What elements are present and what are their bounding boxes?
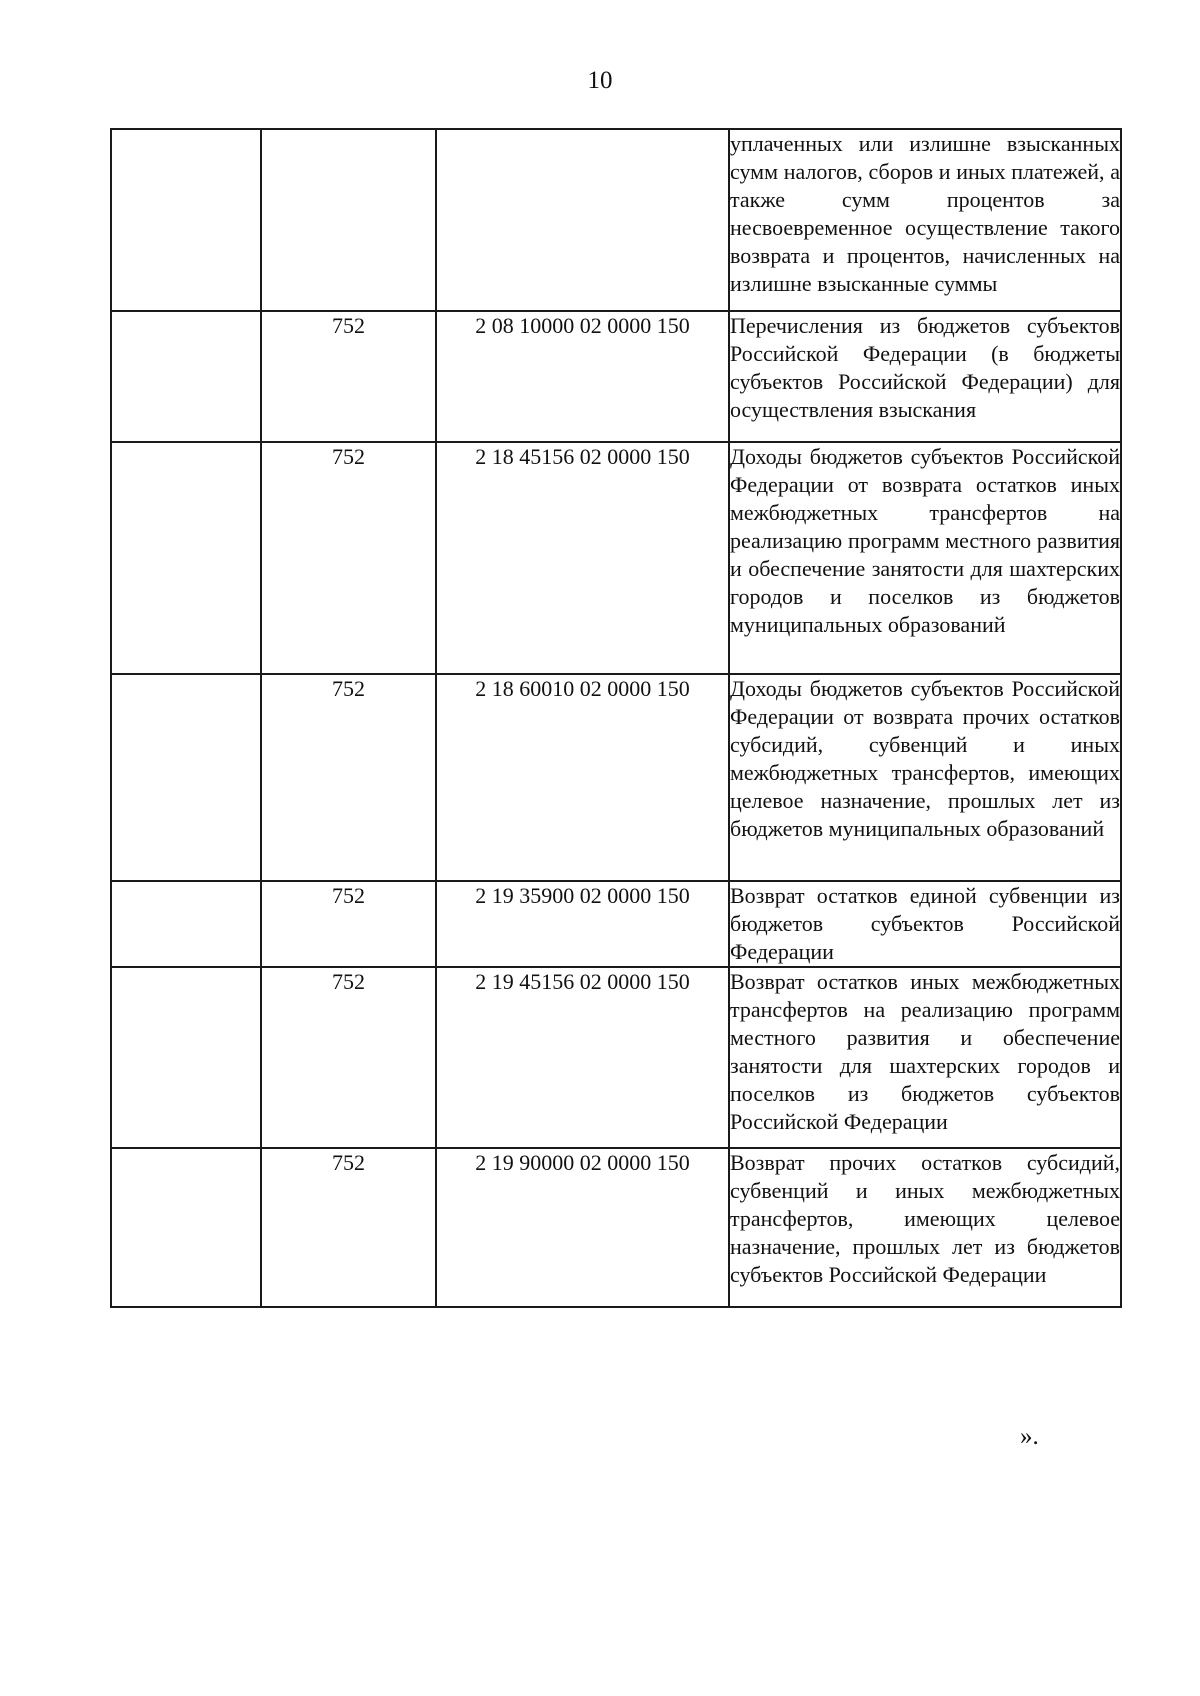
description-cell: Возврат прочих остатков субсидий, субвенций и иных межбюджетных трансфертов, имеющих целевое назначение, прошлых лет из бюджетов субъектов Российской Федерации: [729, 1148, 1121, 1307]
revenue-code-cell: 2 19 35900 02 0000 150: [436, 881, 729, 967]
revenue-code-cell: 2 18 45156 02 0000 150: [436, 442, 729, 674]
revenue-code-cell: 2 18 60010 02 0000 150: [436, 674, 729, 881]
administrator-code-cell: 752: [261, 1148, 436, 1307]
table-row: [111, 674, 1121, 881]
table-row: [111, 881, 1121, 967]
row-number-cell: [111, 674, 261, 881]
description-cell: уплаченных или излишне взысканных сумм налогов, сборов и иных платежей, а также сумм процентов за несвоевременное осуществление такого возврата и процентов, начисленных на излишне взысканные суммы: [729, 129, 1121, 311]
description-cell: Перечисления из бюджетов субъектов Российской Федерации (в бюджеты субъектов Российской Федерации) для осуществления взыскания: [729, 311, 1121, 442]
table-row: [111, 442, 1121, 674]
revenue-code-cell: 2 19 90000 02 0000 150: [436, 1148, 729, 1307]
row-number-cell: [111, 129, 261, 311]
administrator-code-cell: 752: [261, 674, 436, 881]
table-row: [111, 311, 1121, 442]
administrator-code-cell: 752: [261, 967, 436, 1148]
revenue-code-cell: [436, 129, 729, 311]
row-number-cell: [111, 881, 261, 967]
description-cell: Доходы бюджетов субъектов Российской Федерации от возврата остатков иных межбюджетных трансфертов на реализацию программ местного развития и обеспечение занятости для шахтерских городов и поселков из бюджетов муниципальных образований: [729, 442, 1121, 674]
revenue-code-cell: 2 19 45156 02 0000 150: [436, 967, 729, 1148]
description-cell: Возврат остатков иных межбюджетных трансфертов на реализацию программ местного развития и обеспечение занятости для шахтерских городов и поселков из бюджетов субъектов Российской Федерации: [729, 967, 1121, 1148]
table-row: [111, 129, 1121, 311]
closing-quote-mark: ».: [1020, 1423, 1039, 1450]
administrator-code-cell: 752: [261, 442, 436, 674]
administrator-code-cell: 752: [261, 311, 436, 442]
administrator-code-cell: 752: [261, 881, 436, 967]
page-number: 10: [587, 67, 613, 94]
revenue-codes-table: [110, 128, 1122, 1308]
row-number-cell: [111, 311, 261, 442]
description-cell: Возврат остатков единой субвенции из бюджетов субъектов Российской Федерации: [729, 881, 1121, 967]
description-cell: Доходы бюджетов субъектов Российской Федерации от возврата прочих остатков субсидий, субвенций и иных межбюджетных трансфертов, имеющих целевое назначение, прошлых лет из бюджетов муниципальных образований: [729, 674, 1121, 881]
table-row: [111, 967, 1121, 1148]
administrator-code-cell: [261, 129, 436, 311]
row-number-cell: [111, 442, 261, 674]
revenue-code-cell: 2 08 10000 02 0000 150: [436, 311, 729, 442]
row-number-cell: [111, 967, 261, 1148]
row-number-cell: [111, 1148, 261, 1307]
table-row: [111, 1148, 1121, 1307]
